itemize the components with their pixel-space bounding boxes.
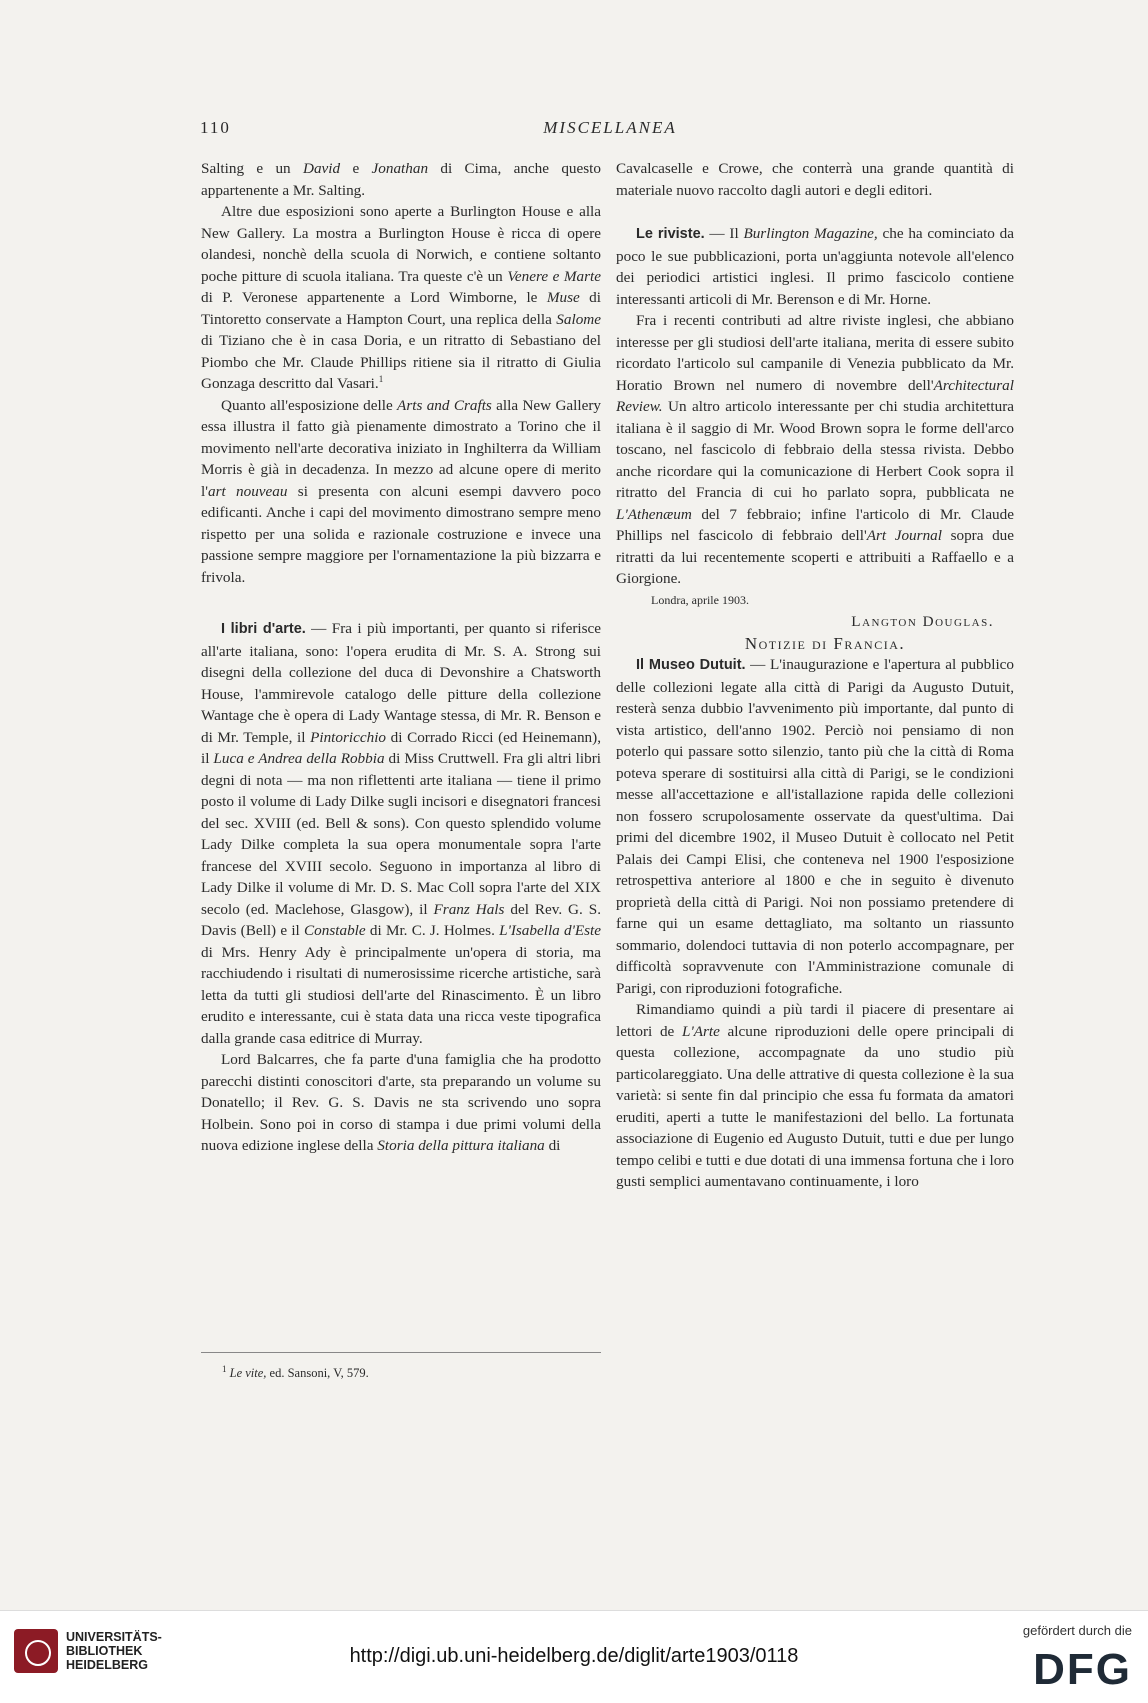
footnote: $^1$ Le vite, ed. Sansoni, V, 579. [222, 1363, 369, 1380]
running-title: MISCELLANEA [543, 118, 677, 137]
page-header [200, 118, 1020, 142]
paragraph: I libri d'arte. — Fra i più importanti, per quanto si riferisce all'arte italiana, sono: l'opera erudita di Mr. S. A. Strong sui disegni della collezione del duca di Devonshire a Chatsworth House, l'ammirevole catalogo delle pitture della collezione Wantage che è opera di Lady Wantage stessa, di Mr. R. Benson e di Mr. Temple, il Pintoricchio di Corrado Ricci (ed Heinemann), il Luca e Andrea della Robbia di Miss Cruttwell. Fra gli altri libri degni di nota — ma non riflettenti arte italiana — tiene il primo posto il volume di Lady Dilke sugli incisori e disegnatori francesi del sec. XVIII (ed. Bell & sons). Con questo splendido volume Lady Dilke completa la sua opera monumentale sopra l'arte francese del XVIII secolo. Seguono in importanza al libro di Lady Dilke il volume di Mr. D. S. Mac Coll sopra l'arte del XIX secolo (ed. Maclehose, Glasgow), il Franz Hals del Rev. G. S. Davis (Bell) e il Constable di Mr. C. J. Holmes. L'Isabella d'Este di Mrs. Henry Ady è principalmente un'opera di storia, ma racchiudendo i risultati di numerosissime ricerche artistiche, sarà letta da tutti gli studiosi dell'arte del Rinascimento. È un libro erudito e interessante, cui è stata data una ricca veste tipografica dalla grande casa editrice di Murray. [201, 620, 602, 1047]
page-number: 110 [200, 118, 231, 137]
paragraph: Lord Balcarres, che fa parte d'una famiglia che ha prodotto parecchi distinti conoscitori d'arte, sta preparando un volume su Donatello; il Rev. G. S. Davis ne sta scrivendo uno sopra Holbein. Sono poi in corso di stampa i due primi volumi della nuova edizione inglese della Storia della pittura italiana di [201, 1051, 601, 1154]
dfg-logo[interactable]: DFG [1033, 1645, 1132, 1694]
place-date: Londra, aprile 1903. [651, 592, 749, 607]
section-heading-libri: I libri d'arte. [221, 621, 306, 637]
footnote-rule [201, 1352, 601, 1353]
digitization-footer [0, 1610, 1148, 1703]
permalink-url[interactable]: http://digi.ub.uni-heidelberg.de/diglit/arte1903/0118 [349, 1645, 799, 1667]
signature: Langton Douglas. [851, 613, 994, 630]
section-heading-riviste: Le riviste. [636, 226, 705, 242]
paragraph: Cavalcaselle e Crowe, che conterrà una grande quantità di materiale nuovo raccolto dagli autori e degli editori. [616, 160, 1014, 199]
footnote-ref[interactable]: 1 [378, 373, 384, 384]
paragraph: Altre due esposizioni sono aperte a Burlington House e alla New Gallery. La mostra a Burlington House è ricca di opere olandesi, nonchè della scuola di Norwich, e contiene soltanto poche pitture di scuola italiana. Tra queste c'è un Venere e Marte di P. Veronese appartenente a Lord Wimborne, le Muse di Tintoretto conservate a Hampton Court, una replica della Salome di Tiziano che è in casa Doria, e un ritratto di Sebastiano del Piombo che Mr. Claude Phillips ritiene sia il ritratto di Giulia Gonzaga descritto dal Vasari.$^1$ [201, 203, 601, 392]
sponsor-label: gefördert durch die [1022, 1623, 1132, 1638]
paragraph: Le riviste. — Il Burlington Magazine, che ha cominciato da poco le sue pubblicazioni, porta un'aggiunta notevole all'elenco dei periodici artistici inglesi. Il primo fascicolo contiene interessanti articoli di Mr. Berenson e di Mr. Horne. [616, 225, 1014, 308]
right-column [616, 158, 1014, 1193]
paragraph: Fra i recenti contributi ad altre riviste inglesi, che abbiano interesse per gli studiosi dell'arte italiana, merita di essere subito ricordato l'articolo sul campanile di Venezia pubblicato da Mr. Horatio Brown nel numero di novembre dell'Architectural Review. Un altro articolo interessante per chi studia architettura italiana è il saggio di Mr. Wood Brown sopra le forme dell'arco toscano, nel fascicolo di febbraio della stessa rivista. Debbo anche ricordare qui la comunicazione di Herbert Cook sopra il ritratto del Francia di cui ho parlato sopra, pubblicata ne L'Athenæum del 7 febbraio; infine l'articolo di Mr. Claude Phillips nel fascicolo di febbraio dell'Art Journal sopra due ritratti da lui recentemente scoperti e attribuiti a Raffaello e a Giorgione. [616, 312, 1015, 587]
paragraph: Il Museo Dutuit. — L'inaugurazione e l'apertura al pubblico delle collezioni legate alla città di Parigi da Augusto Dutuit, resterà senza dubbio l'avvenimento più importante, dal punto di vista artistico, dell'anno 1902. Perciò noi pensiamo di non poterlo qui passare sotto silenzio, tanto più che la città di Roma poteva sperare di sostituirsi alla città di Parigi, se le condizioni messe all'accettazione e all'istallazione rapida delle collezioni non fossero scrupolosamente osservate da quest'ultima. Dai primi del dicembre 1902, il Museo Dutuit è collocato nel Petit Palais dei Campi Elisi, che conteneva nel 1900 l'esposizione retrospettiva anteriore al 1800 e che in seguito è divenuto proprietà della città di Parigi. Noi non possiamo pretendere di farne qui un esame dettagliato, ma soltanto un riassunto sommario, dolendoci tuttavia di non poterlo accompagnare, per difficoltà sopravvenute con l'Amministrazione comunale di Parigi, con riproduzioni fotografiche. [616, 656, 1014, 997]
section-title: Notizie di Francia. [744, 633, 906, 653]
paragraph: Rimandiamo quindi a più tardi il piacere di presentare ai lettori de L'Arte alcune riproduzioni delle opere principali di questa collezione, accompagnate da uno studio più particolareggiato. Una delle attrative di questa collezione è la sua varietà: si sente fin dal principio che essa fu formata da amatori eruditi, aperti a tutte le manifestazioni del bello. La fortunata associazione di Eugenio ed Augusto Dutuit, tutti e due per lungo tempo celibi e tutti e due dotati di una immensa fortuna che i loro gusti semplici aumentavano continuamente, i loro [616, 1001, 1014, 1190]
paragraph: Salting e un David e Jonathan di Cima, anche questo appartenente a Mr. Salting. [201, 160, 601, 199]
paragraph: Quanto all'esposizione delle Arts and Crafts alla New Gallery essa illustra il fatto già pienamente dimostrato a Torino che il movimento nell'arte decorativa iniziato in Inghilterra da William Morris è già in decadenza. In mezzo ad alcune opere di merito l'art nouveau si presenta con alcuni esempi davvero poco edificanti. Anche i capi del movimento dimostrano sempre meno rispetto per una solida e razionale costruzione e invece una passione sempre maggiore per l'ornamentazione la più bizzarra e frivola. [201, 396, 602, 586]
section-heading-museo: Il Museo Dutuit. [636, 657, 746, 673]
left-column [201, 158, 601, 1157]
library-name[interactable]: UNIVERSITÄTS- BIBLIOTHEK HEIDELBERG [66, 1630, 162, 1672]
